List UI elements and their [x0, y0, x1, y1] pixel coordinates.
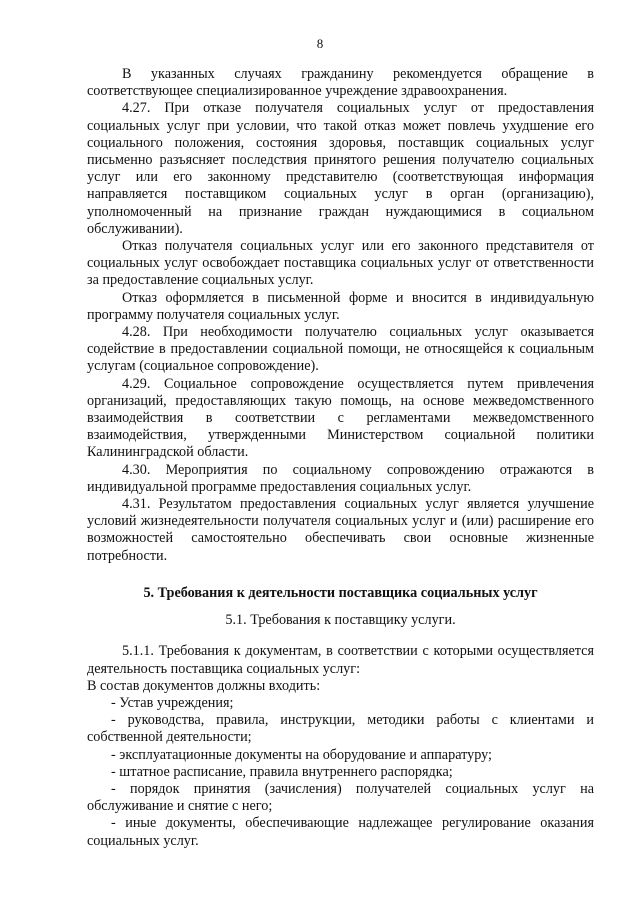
- paragraph-healthcare-referral: В указанных случаях гражданину рекомендуется обращение в соответствующее специализированное учреждение здравоохранения.: [87, 66, 594, 100]
- list-item-staffing: - штатное расписание, правила внутреннего распорядка;: [111, 763, 453, 780]
- page-content: [87, 66, 594, 850]
- spacer: [87, 629, 594, 643]
- list-item-equipment-docs: - эксплуатационные документы на оборудование и аппаратуру;: [111, 746, 492, 763]
- paragraph-refusal-release: Отказ получателя социальных услуг или его законного представителя от социальных услуг освобождает поставщика социальных услуг от ответственности за предоставление социальных услуг.: [87, 238, 594, 289]
- list-item-guidelines: - руководства, правила, инструкции, методики работы с клиентами и собственной деятельности;: [87, 712, 594, 746]
- paragraph-4-27: 4.27. При отказе получателя социальных услуг от предоставления социальных услуг при условии, что такой отказ может повлечь ухудшение его социального положения, состояния здоровья, поставщик социальных услуг письменно разъясняет последствия принятого решения получателю социальных услуг или его законному представителю (соответствующая информация направляется поставщиком социальных услуг в орган (организацию), уполномоченный на признание граждан нуждающимися в социальном обслуживании).: [87, 100, 594, 237]
- list-item-other-docs: - иные документы, обеспечивающие надлежащее регулирование оказания социальных услуг.: [87, 815, 594, 849]
- list-item-charter: - Устав учреждения;: [111, 694, 234, 711]
- section-heading-5: 5. Требования к деятельности поставщика социальных услуг: [143, 584, 538, 601]
- paragraph-refusal-form: Отказ оформляется в письменной форме и вносится в индивидуальную программу получателя социальных услуг.: [87, 289, 594, 323]
- paragraph-4-29: 4.29. Социальное сопровождение осуществляется путем привлечения организаций, предоставляющих такую помощь, на основе межведомственного взаимодействия в соответствии с регламентами межведомственного взаимодействия, утвержденными Министерством социальной политики Калининградской области.: [87, 375, 594, 461]
- paragraph-5-1-1: 5.1.1. Требования к документам, в соответствии с которыми осуществляется деятельность поставщика социальных услуг:: [87, 643, 594, 677]
- documents-intro: В состав документов должны входить:: [87, 677, 321, 694]
- paragraph-4-30: 4.30. Мероприятия по социальному сопровождению отражаются в индивидуальной программе предоставления социальных услуг.: [87, 461, 594, 495]
- list-item-admission-order: - порядок принятия (зачисления) получателей социальных услуг на обслуживание и снятие с него;: [87, 780, 594, 815]
- paragraph-4-28: 4.28. При необходимости получателю социальных услуг оказывается содействие в предоставлении социальной помощи, не относящейся к социальным услугам (социальное сопровождение).: [87, 324, 594, 375]
- subsection-heading-5-1: 5.1. Требования к поставщику услуги.: [225, 612, 456, 629]
- paragraph-4-31: 4.31. Результатом предоставления социальных услуг является улучшение условий жизнедеятельности получателя социальных услуг и (или) расширение его возможностей самостоятельно обеспечивать свои основные жизненные потребности.: [87, 496, 594, 564]
- page-number: 8: [316, 36, 324, 51]
